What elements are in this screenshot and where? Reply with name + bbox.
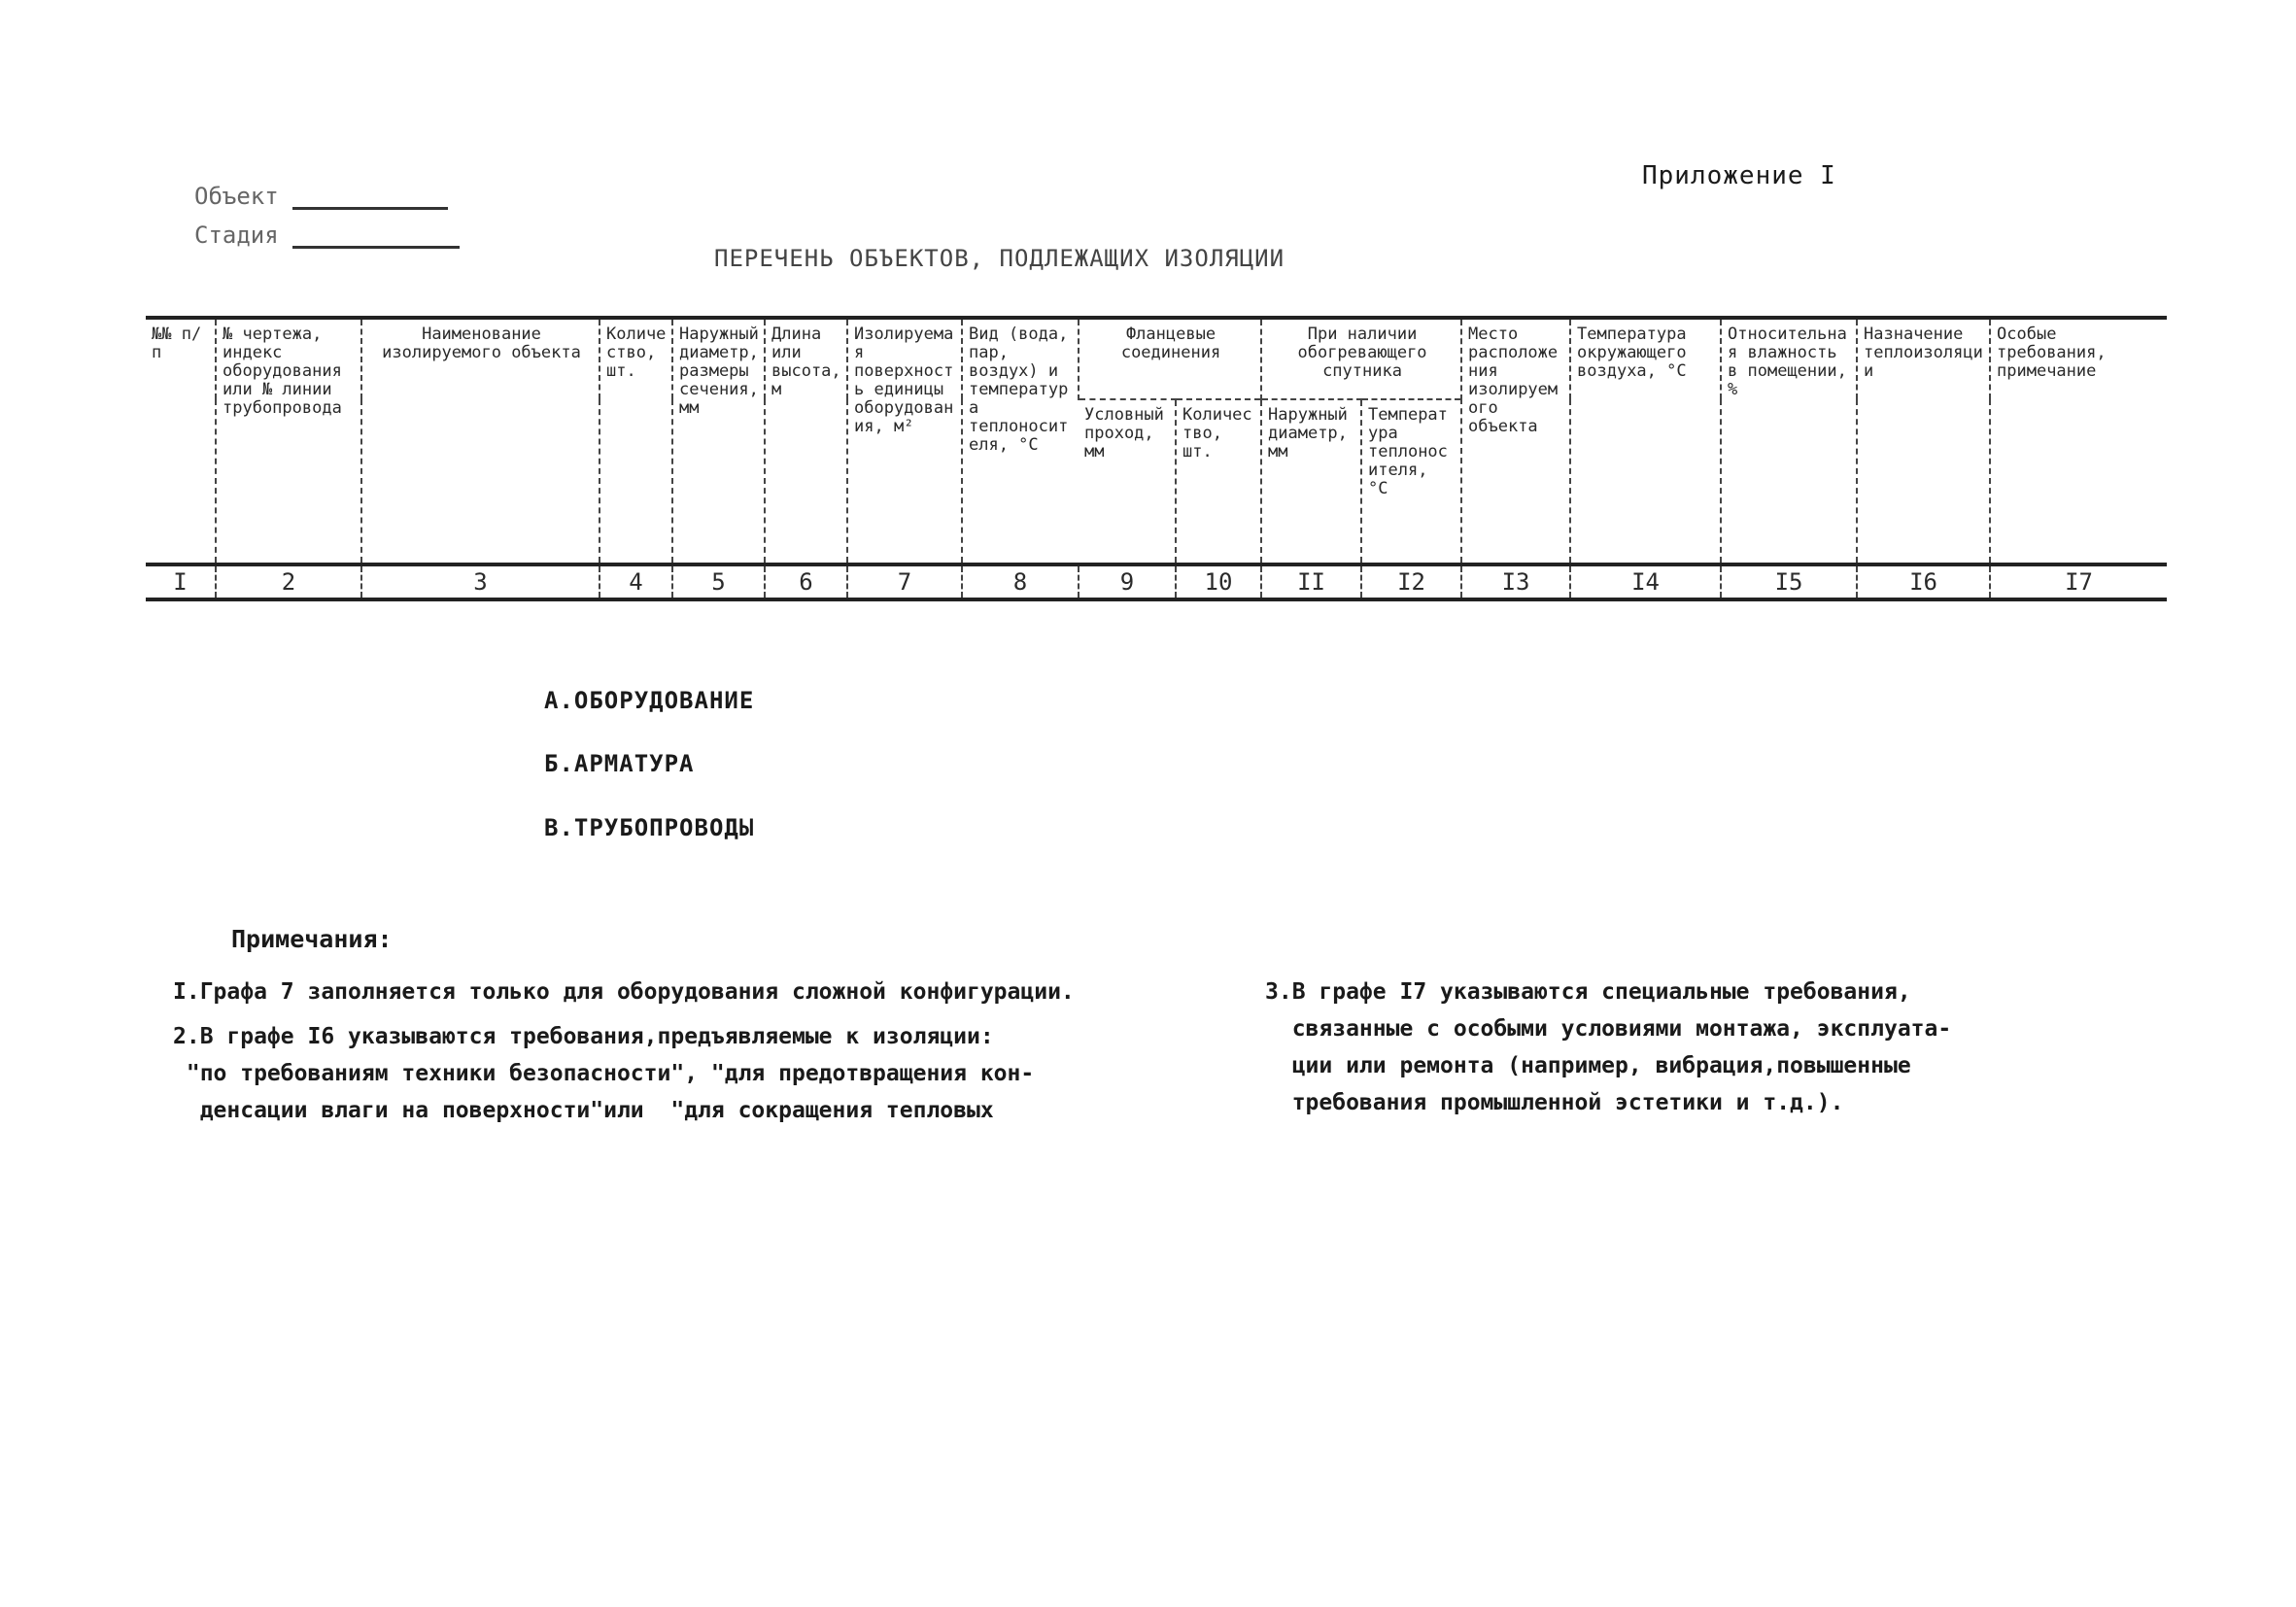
note-2: 2.В графе I6 указываются требования,предъявляемые к изоляции: "по требованиям техники безопасности", "для предотвращения кон- денсации влаги на поверхности"или "для сокращения тепловых bbox=[173, 1024, 1035, 1123]
header-col-8: Вид (вода, пар, воздух) и температура теплоносителя, °С bbox=[962, 318, 1079, 564]
header-flanges: Фланцевые соединения bbox=[1079, 318, 1261, 399]
col-number: 4 bbox=[600, 564, 672, 599]
col-number: 3 bbox=[361, 564, 600, 599]
note-3: 3.В графе I7 указываются специальные требования, связанные с особыми условиями монтажа, эксплуата- ции или ремонта (например, вибрация,повышенные требования промышленной эстетики и т.д.). bbox=[1265, 979, 1952, 1115]
col-number: 2 bbox=[216, 564, 361, 599]
notes-title: Примечания: bbox=[231, 925, 393, 953]
header-col-15: Относительная влажность в помещении, % bbox=[1721, 318, 1857, 564]
header-col-12: Температура теплоносителя, °С bbox=[1361, 399, 1461, 564]
col-number: II bbox=[1261, 564, 1361, 599]
object-field bbox=[194, 183, 448, 210]
document-title: ПЕРЕЧЕНЬ ОБЪЕКТОВ, ПОДЛЕЖАЩИХ ИЗОЛЯЦИИ bbox=[714, 245, 1285, 272]
stage-field bbox=[194, 222, 460, 249]
header-col-11: Наружный диаметр, мм bbox=[1261, 399, 1361, 564]
col-number: I7 bbox=[1990, 564, 2167, 599]
section-fittings: Б.АРМАТУРА bbox=[544, 750, 695, 777]
col-number: I2 bbox=[1361, 564, 1461, 599]
col-number: 10 bbox=[1176, 564, 1261, 599]
section-equipment: А.ОБОРУДОВАНИЕ bbox=[544, 687, 755, 714]
header-col-6: Длина или высота, м bbox=[765, 318, 847, 564]
header-col-16: Назначение теплоизоляции bbox=[1857, 318, 1990, 564]
col-number: I6 bbox=[1857, 564, 1990, 599]
header-col-2: № чертежа, индекс оборудования или № линии трубопровода bbox=[216, 318, 361, 564]
object-label: Объект bbox=[194, 183, 279, 210]
header-col-5: Наружный диаметр, размеры сечения, мм bbox=[672, 318, 765, 564]
col-number: I4 bbox=[1570, 564, 1721, 599]
stage-label: Стадия bbox=[194, 222, 279, 249]
col-number: 9 bbox=[1079, 564, 1176, 599]
header-col-4: Количество, шт. bbox=[600, 318, 672, 564]
header-col-3: Наименование изолируемого объекта bbox=[361, 318, 600, 564]
col-number: 8 bbox=[962, 564, 1079, 599]
col-number: I bbox=[146, 564, 216, 599]
header-col-10: Количество, шт. bbox=[1176, 399, 1261, 564]
header-col-17: Особые требования, примечание bbox=[1990, 318, 2167, 564]
header-satellite: При наличии обогревающего спутника bbox=[1261, 318, 1461, 399]
header-col-1: №№ п/п bbox=[146, 318, 216, 564]
object-line bbox=[292, 203, 448, 210]
note-1: I.Графа 7 заполняется только для оборудования сложной конфигурации. bbox=[173, 979, 1075, 1005]
col-number: 7 bbox=[847, 564, 962, 599]
col-number: I3 bbox=[1461, 564, 1570, 599]
col-number: 5 bbox=[672, 564, 765, 599]
header-col-14: Температура окружающего воздуха, °С bbox=[1570, 318, 1721, 564]
col-number: I5 bbox=[1721, 564, 1857, 599]
section-pipelines: В.ТРУБОПРОВОДЫ bbox=[544, 814, 755, 841]
appendix-label: Приложение I bbox=[1642, 161, 1836, 190]
header-col-13: Место расположения изолируемого объекта bbox=[1461, 318, 1570, 564]
col-number: 6 bbox=[765, 564, 847, 599]
header-col-7: Изолируемая поверхность единицы оборудования, м² bbox=[847, 318, 962, 564]
column-number-row bbox=[146, 564, 2167, 599]
header-col-9: Условный проход, мм bbox=[1079, 399, 1176, 564]
objects-table bbox=[146, 316, 2167, 601]
stage-line bbox=[292, 242, 460, 249]
